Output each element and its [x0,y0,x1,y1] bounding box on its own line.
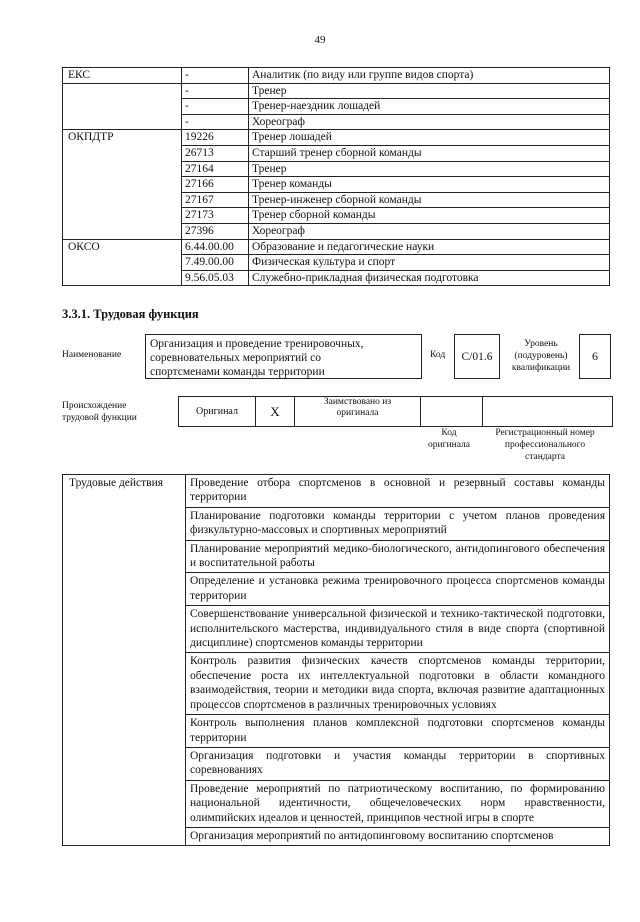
code-cell: 9.56.05.03 [182,270,249,286]
origin-table [178,396,613,427]
section-heading: 3.3.1. Трудовая функция [62,307,199,321]
function-name-line: спортсменами команды территории [150,366,325,378]
origin-label [62,400,137,424]
registration-caption-line: стандарта [525,452,565,462]
table-row [63,255,610,271]
code-caption-line: оригинала [428,440,470,450]
table-row [179,397,613,427]
name-label: Наименование [62,350,122,360]
code-cell: 6.44.00.00 [182,239,249,255]
group-name: ОКПДТР [63,130,182,146]
title-cell: Тренер сборной команды [249,208,610,224]
code-cell: - [182,114,249,130]
table-row [63,223,610,239]
labor-action-item: Организация мероприятий по антидопинговому воспитанию спортсменов [186,827,610,845]
code-cell: 19226 [182,130,249,146]
labor-action-item: Проведение отбора спортсменов в основной и резервный составы команды территории [186,475,610,508]
labor-action-item: Планирование подготовки команды территории с учетом планов проведения физкультурно-массовых и спортивных мероприятий [186,507,610,540]
table-row [63,239,610,255]
original-label: Оригинал [179,397,256,427]
function-name-line: Организация и проведение тренировочных, [150,338,364,350]
code-cell: 27164 [182,161,249,177]
title-cell: Тренер-наездник лошадей [249,99,610,115]
title-cell: Образование и педагогические науки [249,239,610,255]
group-spacer [63,145,182,161]
function-name-box [145,334,422,379]
table-row [63,83,610,99]
code-cell: 27166 [182,177,249,193]
labor-action-item: Определение и установка режима тренировочного процесса спортсменов команды территории [186,573,610,606]
registration-number-cell [483,397,613,427]
labor-action-item: Совершенствование универсальной физической и технико-тактической подготовки, исполнительского мастерства, индивидуального стиля в виде спорта (спортивной дисциплине) спортсменов команды территории [186,606,610,653]
table-row [63,145,610,161]
group-name: ЕКС [63,68,182,84]
table-row [63,161,610,177]
table-row [63,192,610,208]
registration-caption-line: профессионального [504,440,586,450]
group-spacer [63,161,182,177]
table-row [63,177,610,193]
borrowed-label-line: оригинала [336,408,379,418]
origin-label-line: Происхождение [62,401,127,411]
code-cell: - [182,99,249,115]
labor-actions-category: Трудовые действия [63,475,186,846]
code-cell: 26713 [182,145,249,161]
labor-actions-table [62,474,610,846]
code-cell: - [182,68,249,84]
group-spacer [63,177,182,193]
classification-table [62,67,610,286]
labor-action-item: Планирование мероприятий медико-биологического, антидопингового обеспечения и воспитательной работы [186,540,610,573]
code-cell: 7.49.00.00 [182,255,249,271]
title-cell: Тренер [249,161,610,177]
table-row [63,475,610,508]
table-row [63,68,610,84]
group-spacer [63,192,182,208]
group-spacer [63,270,182,286]
group-spacer [63,114,182,130]
labor-action-item: Контроль развития физических качеств спортсменов команды территории, обеспечение роста их интеллектуальной подготовки в области командного взаимодействия, теории и методики вида спорта, включая развитие адаптационных процессов спортсменов в различных тренировочных условиях [186,653,610,715]
code-caption-line: Код [441,428,457,438]
labor-action-item: Организация подготовки и участия команды территории в спортивных соревнованиях [186,747,610,780]
table-row [63,114,610,130]
code-cell: 27167 [182,192,249,208]
group-spacer [63,255,182,271]
title-cell: Хореограф [249,223,610,239]
table-row [63,270,610,286]
table-row [63,208,610,224]
group-name: ОКСО [63,239,182,255]
group-spacer [63,83,182,99]
level-value-box [579,334,611,379]
registration-caption [480,427,610,463]
code-caption [418,427,480,451]
function-name-line: соревновательных мероприятий со [150,352,322,364]
level-label-line: Уровень [524,339,558,349]
labor-action-item: Контроль выполнения планов комплексной подготовки спортсменов команды территории [186,715,610,748]
level-label [504,338,578,374]
borrowed-label [295,397,421,427]
table-row [63,130,610,146]
original-mark: X [256,397,295,427]
borrowed-label-line: Заимствовано из [323,397,392,407]
title-cell: Тренер лошадей [249,130,610,146]
code-label: Код [430,350,446,360]
page-number: 49 [314,34,326,46]
title-cell: Служебно-прикладная физическая подготовка [249,270,610,286]
function-code-value: C/01.6 [461,350,493,363]
title-cell: Тренер команды [249,177,610,193]
title-cell: Физическая культура и спорт [249,255,610,271]
origin-label-line: трудовой функции [62,413,137,423]
group-spacer [63,99,182,115]
code-cell: - [182,83,249,99]
level-value: 6 [592,349,598,363]
original-code-cell [421,397,483,427]
title-cell: Старший тренер сборной команды [249,145,610,161]
labor-action-item: Проведение мероприятий по патриотическому воспитанию, по формированию национальной идентичности, общечеловеческих норм нравственности, олимпийских идеалов и ценностей, принципов честной игры в спорте [186,780,610,827]
title-cell: Хореограф [249,114,610,130]
level-label-line: квалификации [511,363,571,373]
title-cell: Аналитик (по виду или группе видов спорта) [249,68,610,84]
table-row [63,99,610,115]
function-code-box [454,334,500,379]
registration-caption-line: Регистрационный номер [495,428,595,438]
title-cell: Тренер [249,83,610,99]
level-label-line: (подуровень) [514,351,568,361]
title-cell: Тренер-инженер сборной команды [249,192,610,208]
code-cell: 27173 [182,208,249,224]
group-spacer [63,223,182,239]
group-spacer [63,208,182,224]
code-cell: 27396 [182,223,249,239]
